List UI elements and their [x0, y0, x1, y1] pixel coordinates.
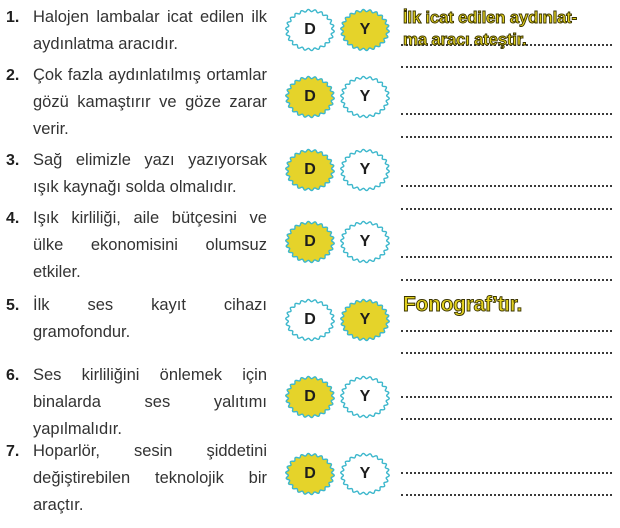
answer-line-7b[interactable] — [401, 494, 612, 496]
option-true-badge[interactable] — [284, 452, 336, 496]
answer-line-6a[interactable] — [401, 396, 612, 398]
option-false-badge[interactable] — [339, 220, 391, 264]
question-number: 7. — [6, 443, 20, 460]
answer-line-1b[interactable] — [401, 66, 612, 68]
option-label: Y — [359, 161, 371, 178]
option-true-badge[interactable] — [284, 220, 336, 264]
answer-line-2b[interactable] — [401, 136, 612, 138]
option-false-badge[interactable] — [339, 148, 391, 192]
question-number: 5. — [6, 297, 20, 314]
option-label: D — [304, 161, 316, 178]
question-statement: Ses kirliliğini önlemek için binalarda ses yalıtımı yapılmalıdır. — [33, 366, 267, 438]
question-statement: Hoparlör, sesin şiddetini değiştirebilen teknolojik bir araçtır. — [33, 442, 267, 514]
option-false-badge[interactable] — [339, 298, 391, 342]
question-statement: Işık kirliliği, aile bütçesini ve ülke ekonomisini olumsuz etkiler. — [33, 209, 267, 281]
option-true-badge[interactable] — [284, 298, 336, 342]
option-true-badge[interactable] — [284, 375, 336, 419]
option-label: Y — [359, 21, 371, 38]
question-statement: Çok fazla aydınlatılmış ortamlar gözü kamaştırır ve göze zarar verir. — [33, 66, 267, 138]
answer-text-1-line2: ma aracı ateştir. — [403, 30, 527, 49]
option-label: D — [304, 21, 316, 38]
option-false-badge[interactable] — [339, 452, 391, 496]
question-number: 2. — [6, 67, 20, 84]
option-label: D — [304, 388, 316, 405]
question-number: 1. — [6, 9, 20, 26]
question-statement: Halojen lambalar icat edilen ilk aydınlatma aracıdır. — [33, 8, 267, 53]
question-statement: İlk ses kayıt cihazı gramofondur. — [33, 296, 267, 341]
option-true-badge[interactable] — [284, 8, 336, 52]
option-true-badge[interactable] — [284, 75, 336, 119]
option-false-badge[interactable] — [339, 75, 391, 119]
option-label: D — [304, 88, 316, 105]
answer-line-4a[interactable] — [401, 256, 612, 258]
answer-line-7a[interactable] — [401, 472, 612, 474]
option-label: Y — [359, 233, 371, 250]
answer-line-3b[interactable] — [401, 208, 612, 210]
answer-line-5b[interactable] — [401, 352, 612, 354]
answer-line-4b[interactable] — [401, 279, 612, 281]
option-false-badge[interactable] — [339, 8, 391, 52]
answer-line-5a[interactable] — [401, 330, 612, 332]
option-label: D — [304, 311, 316, 328]
option-label: Y — [359, 465, 371, 482]
question-number: 6. — [6, 367, 20, 384]
question-statement: Sağ elimizle yazı yazıyorsak ışık kaynağı solda olmalıdır. — [33, 151, 267, 196]
option-label: Y — [359, 311, 371, 328]
option-label: D — [304, 465, 316, 482]
option-label: Y — [359, 388, 371, 405]
answer-line-6b[interactable] — [401, 418, 612, 420]
option-label: D — [304, 233, 316, 250]
answer-text-5: Fonograf’tır. — [403, 293, 522, 316]
question-number: 3. — [6, 152, 20, 169]
answer-line-2a[interactable] — [401, 113, 612, 115]
option-label: Y — [359, 88, 371, 105]
answer-line-3a[interactable] — [401, 185, 612, 187]
question-number: 4. — [6, 210, 20, 227]
option-true-badge[interactable] — [284, 148, 336, 192]
answer-text-1-line1: İlk icat edilen aydınlat- — [403, 8, 577, 27]
option-false-badge[interactable] — [339, 375, 391, 419]
